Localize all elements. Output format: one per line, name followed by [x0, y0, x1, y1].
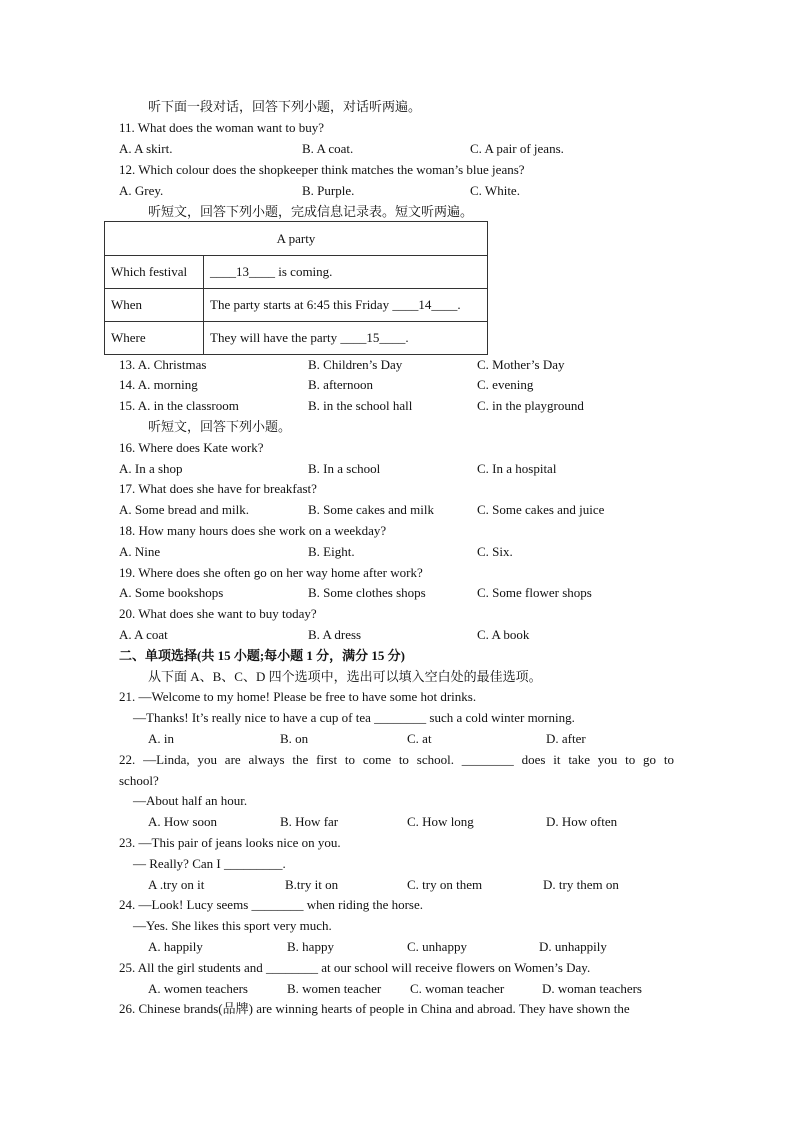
q12-stem: 12. Which colour does the shopkeeper think matches the woman’s blue jeans?	[119, 162, 525, 177]
q20-option-c: C. A book	[477, 627, 530, 642]
q17-option-c: C. Some cakes and juice	[477, 502, 605, 517]
q21-line1: 21. —Welcome to my home! Please be free to have some hot drinks.	[119, 689, 477, 704]
q14-option-b: B. afternoon	[308, 377, 373, 392]
q25-option-c: C. woman teacher	[410, 981, 505, 996]
q16-stem: 16. Where does Kate work?	[119, 440, 264, 455]
q11-option-a: A. A skirt.	[119, 141, 173, 156]
q14-option-a: 14. A. morning	[119, 377, 198, 392]
dialogue-instruction: 听下面一段对话，回答下列小题，对话听两遍。	[148, 99, 422, 114]
q25-line1: 25. All the girl students and ________ at our school will receive flowers on Women’s Day.	[119, 960, 591, 975]
table-row-value: The party starts at 6:45 this Friday ____14____.	[204, 289, 488, 322]
table-row-value: They will have the party ____15____.	[204, 322, 488, 355]
q22-option-b: B. How far	[280, 814, 339, 829]
q19-option-a: A. Some bookshops	[119, 585, 224, 600]
table-row-label: Which festival	[105, 256, 204, 289]
q17-option-b: B. Some cakes and milk	[308, 502, 435, 517]
q21-line2: —Thanks! It’s really nice to have a cup of tea ________ such a cold winter morning.	[133, 710, 575, 725]
q12-option-b: B. Purple.	[302, 183, 355, 198]
table-row-label: When	[105, 289, 204, 322]
party-info-table	[104, 221, 488, 355]
q23-option-c: C. try on them	[407, 877, 483, 892]
q18-option-b: B. Eight.	[308, 544, 355, 559]
q20-option-a: A. A coat	[119, 627, 168, 642]
q21-option-d: D. after	[546, 731, 586, 746]
q25-option-d: D. woman teachers	[542, 981, 642, 996]
q17-option-a: A. Some bread and milk.	[119, 502, 249, 517]
q25-option-a: A. women teachers	[148, 981, 248, 996]
q26-line1: 26. Chinese brands(品牌) are winning hearts of people in China and abroad. They have shown the	[119, 1001, 630, 1016]
q15-option-c: C. in the playground	[477, 398, 584, 413]
q21-option-b: B. on	[280, 731, 309, 746]
q11-option-b: B. A coat.	[302, 141, 354, 156]
q19-option-b: B. Some clothes shops	[308, 585, 426, 600]
q25-option-b: B. women teacher	[287, 981, 382, 996]
q24-option-c: C. unhappy	[407, 939, 467, 954]
section2-instruction: 从下面 A、B、C、D 四个选项中，选出可以填入空白处的最佳选项。	[148, 669, 542, 684]
q22-option-c: C. How long	[407, 814, 474, 829]
q22-option-a: A. How soon	[148, 814, 217, 829]
table-row	[105, 256, 488, 289]
q24-option-b: B. happy	[287, 939, 334, 954]
q15-option-a: 15. A. in the classroom	[119, 398, 239, 413]
q21-option-c: C. at	[407, 731, 432, 746]
q14-option-c: C. evening	[477, 377, 534, 392]
q11-stem: 11. What does the woman want to buy?	[119, 120, 325, 135]
q22-line1: 22. —Linda, you are always the first to come to school. ________ does it take you to go to	[119, 752, 674, 767]
q13-option-a: 13. A. Christmas	[119, 357, 207, 372]
q21-option-a: A. in	[148, 731, 174, 746]
q22-line2: —About half an hour.	[133, 793, 248, 808]
q22-line1b: school?	[119, 773, 159, 788]
q22-option-d: D. How often	[546, 814, 618, 829]
q15-option-b: B. in the school hall	[308, 398, 413, 413]
q12-option-c: C. White.	[470, 183, 520, 198]
q23-option-d: D. try them on	[543, 877, 619, 892]
q13-option-b: B. Children’s Day	[308, 357, 403, 372]
q23-option-b: B.try it on	[285, 877, 339, 892]
q18-option-c: C. Six.	[477, 544, 513, 559]
table-row-label: Where	[105, 322, 204, 355]
q11-option-c: C. A pair of jeans.	[470, 141, 564, 156]
table-title: A party	[105, 222, 488, 256]
q24-line1: 24. —Look! Lucy seems ________ when riding the horse.	[119, 897, 424, 912]
q24-option-d: D. unhappily	[539, 939, 607, 954]
table-row-value: ____13____ is coming.	[204, 256, 488, 289]
q23-line2: — Really? Can I _________.	[133, 856, 286, 871]
passage2-instruction: 听短文，回答下列小题。	[148, 419, 292, 434]
q16-option-b: B. In a school	[308, 461, 381, 476]
q16-option-c: C. In a hospital	[477, 461, 557, 476]
table-row	[105, 289, 488, 322]
q24-line2: —Yes. She likes this sport very much.	[133, 918, 332, 933]
q18-option-a: A. Nine	[119, 544, 161, 559]
q23-line1: 23. —This pair of jeans looks nice on you.	[119, 835, 341, 850]
q20-stem: 20. What does she want to buy today?	[119, 606, 317, 621]
q13-option-c: C. Mother’s Day	[477, 357, 565, 372]
q12-option-a: A. Grey.	[119, 183, 164, 198]
q19-option-c: C. Some flower shops	[477, 585, 592, 600]
q23-option-a: A .try on it	[148, 877, 205, 892]
q24-option-a: A. happily	[148, 939, 203, 954]
passage-instruction: 听短文，回答下列小题，完成信息记录表。短文听两遍。	[148, 204, 474, 219]
section2-heading: 二、单项选择(共 15 小题;每小题 1 分，满分 15 分)	[119, 648, 405, 663]
q20-option-b: B. A dress	[308, 627, 362, 642]
q17-stem: 17. What does she have for breakfast?	[119, 481, 317, 496]
table-row	[105, 322, 488, 355]
q19-stem: 19. Where does she often go on her way home after work?	[119, 565, 423, 580]
q16-option-a: A. In a shop	[119, 461, 183, 476]
q18-stem: 18. How many hours does she work on a weekday?	[119, 523, 387, 538]
